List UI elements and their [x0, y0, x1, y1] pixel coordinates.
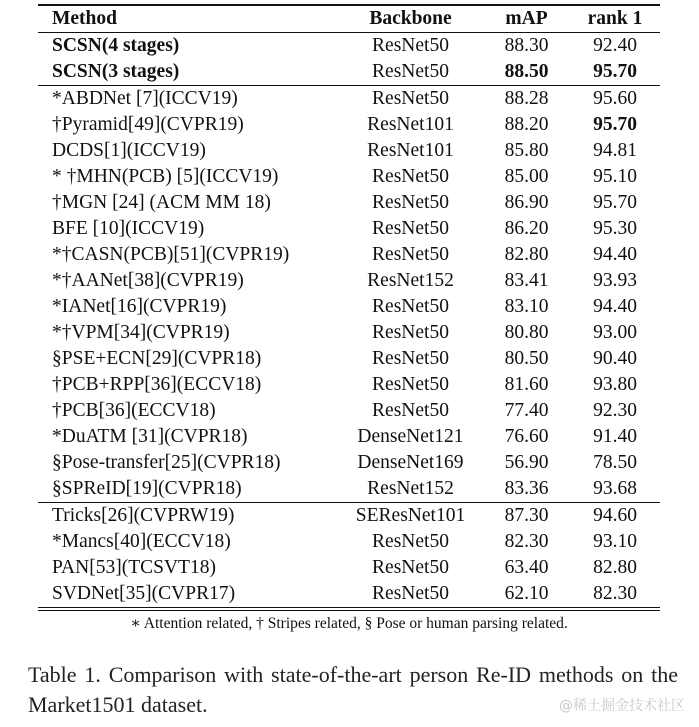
header-rank1: rank 1	[587, 8, 643, 29]
map-cell: 56.90	[504, 452, 549, 473]
method-cell: *Mancs[40](ECCV18)	[52, 531, 231, 552]
rank1-cell: 93.68	[593, 478, 637, 499]
backbone-cell: ResNet101	[367, 140, 454, 161]
rank1-cell: 95.70	[593, 61, 637, 82]
table-body	[38, 33, 660, 611]
map-cell: 83.10	[504, 296, 549, 317]
rank1-cell: 95.70	[593, 114, 637, 135]
map-cell: 86.90	[504, 192, 549, 213]
rank1-cell: 94.60	[593, 505, 637, 526]
backbone-cell: ResNet50	[372, 296, 449, 317]
table-row	[38, 138, 660, 164]
backbone-cell: SEResNet101	[355, 505, 466, 526]
method-cell: †Pyramid[49](CVPR19)	[52, 114, 244, 135]
rank1-cell: 95.10	[593, 166, 637, 187]
backbone-cell: ResNet50	[372, 400, 449, 421]
table-row	[38, 112, 660, 138]
rank1-cell: 94.40	[593, 296, 637, 317]
map-cell: 80.50	[504, 348, 549, 369]
backbone-cell: ResNet50	[372, 35, 449, 56]
table-row	[38, 555, 660, 581]
map-cell: 86.20	[504, 218, 549, 239]
table-row	[38, 398, 660, 424]
backbone-cell: ResNet50	[372, 61, 449, 82]
rank1-cell: 78.50	[593, 452, 637, 473]
backbone-cell: ResNet50	[372, 218, 449, 239]
method-cell: *IANet[16](CVPR19)	[52, 296, 227, 317]
map-cell: 62.10	[504, 583, 549, 604]
table-row	[38, 424, 660, 450]
backbone-cell: ResNet152	[367, 478, 454, 499]
rank1-cell: 93.00	[593, 322, 637, 343]
table-header-row	[38, 6, 660, 32]
header-method: Method	[52, 8, 117, 29]
method-cell: *†AANet[38](CVPR19)	[52, 270, 244, 291]
rank1-cell: 82.30	[593, 583, 637, 604]
table-row	[38, 242, 660, 268]
backbone-cell: ResNet50	[372, 322, 449, 343]
rank1-cell: 95.30	[593, 218, 637, 239]
table-row	[38, 476, 660, 502]
map-cell: 83.36	[504, 478, 549, 499]
table-row	[38, 320, 660, 346]
backbone-cell: ResNet50	[372, 583, 449, 604]
method-cell: †MGN [24] (ACM MM 18)	[52, 192, 271, 213]
method-cell: †PCB+RPP[36](ECCV18)	[52, 374, 262, 395]
method-cell: BFE [10](ICCV19)	[52, 218, 205, 239]
rank1-cell: 93.93	[593, 270, 637, 291]
rank1-cell: 92.40	[593, 35, 637, 56]
table-row	[38, 216, 660, 242]
header-backbone: Backbone	[369, 8, 452, 29]
rank1-cell: 94.40	[593, 244, 637, 265]
method-cell: SCSN(3 stages)	[52, 61, 180, 82]
table-row	[38, 450, 660, 476]
method-cell: §SPReID[19](CVPR18)	[52, 478, 242, 499]
method-cell: *†VPM[34](CVPR19)	[52, 322, 230, 343]
method-cell: *†CASN(PCB)[51](CVPR19)	[52, 244, 290, 265]
table-group	[38, 503, 660, 607]
table-caption: Table 1. Comparison with state-of-the-art person Re-ID methods on the Market1501 dataset.	[28, 662, 678, 717]
table-row	[38, 294, 660, 320]
method-cell: * †MHN(PCB) [5](ICCV19)	[52, 166, 279, 187]
rank1-cell: 82.80	[593, 557, 637, 578]
comparison-table-container	[38, 4, 660, 637]
method-cell: SCSN(4 stages)	[52, 35, 180, 56]
backbone-cell: ResNet50	[372, 374, 449, 395]
table-row	[38, 164, 660, 190]
method-cell: †PCB[36](ECCV18)	[52, 400, 216, 421]
rank1-cell: 94.81	[593, 140, 637, 161]
backbone-cell: ResNet50	[372, 166, 449, 187]
map-cell: 81.60	[504, 374, 549, 395]
backbone-cell: ResNet152	[367, 270, 454, 291]
watermark: @稀土掘金技术社区	[559, 698, 685, 714]
map-cell: 82.80	[504, 244, 549, 265]
table-bottom-rule	[38, 607, 660, 608]
rank1-cell: 95.60	[593, 88, 637, 109]
map-cell: 88.30	[504, 35, 549, 56]
method-cell: PAN[53](TCSVT18)	[52, 557, 216, 578]
backbone-cell: ResNet50	[372, 557, 449, 578]
method-cell: *DuATM [31](CVPR18)	[52, 426, 248, 447]
table-row	[38, 33, 660, 59]
backbone-cell: ResNet50	[372, 348, 449, 369]
map-cell: 82.30	[504, 531, 549, 552]
table-group	[38, 33, 660, 85]
map-cell: 77.40	[504, 400, 549, 421]
method-cell: DCDS[1](ICCV19)	[52, 140, 206, 161]
backbone-cell: ResNet50	[372, 531, 449, 552]
rank1-cell: 91.40	[593, 426, 637, 447]
map-cell: 85.00	[504, 166, 549, 187]
map-cell: 63.40	[504, 557, 549, 578]
table-group	[38, 86, 660, 502]
backbone-cell: DenseNet121	[357, 426, 464, 447]
table-row	[38, 503, 660, 529]
table-row	[38, 346, 660, 372]
method-cell: §Pose-transfer[25](CVPR18)	[52, 452, 281, 473]
table-row	[38, 59, 660, 85]
map-cell: 80.80	[504, 322, 549, 343]
table-row	[38, 268, 660, 294]
table-row	[38, 190, 660, 216]
map-cell: 83.41	[504, 270, 549, 291]
map-cell: 88.28	[504, 88, 549, 109]
table-row	[38, 529, 660, 555]
map-cell: 87.30	[504, 505, 549, 526]
backbone-cell: ResNet50	[372, 88, 449, 109]
header-map: mAP	[505, 8, 548, 29]
map-cell: 76.60	[504, 426, 549, 447]
rank1-cell: 90.40	[593, 348, 637, 369]
table-footnote: ∗ Attention related, † Stripes related, § Pose or human parsing related.	[130, 615, 568, 632]
comparison-table	[38, 6, 660, 32]
backbone-cell: ResNet50	[372, 244, 449, 265]
table-row	[38, 372, 660, 398]
rank1-cell: 92.30	[593, 400, 637, 421]
backbone-cell: ResNet50	[372, 192, 449, 213]
method-cell: SVDNet[35](CVPR17)	[52, 583, 236, 604]
backbone-cell: DenseNet169	[357, 452, 464, 473]
table-row	[38, 581, 660, 607]
rank1-cell: 95.70	[593, 192, 637, 213]
map-cell: 85.80	[504, 140, 549, 161]
rank1-cell: 93.80	[593, 374, 637, 395]
map-cell: 88.50	[504, 61, 549, 82]
table-row	[38, 86, 660, 112]
method-cell: §PSE+ECN[29](CVPR18)	[52, 348, 262, 369]
rank1-cell: 93.10	[593, 531, 637, 552]
map-cell: 88.20	[504, 114, 549, 135]
method-cell: Tricks[26](CVPRW19)	[52, 505, 235, 526]
backbone-cell: ResNet101	[367, 114, 454, 135]
method-cell: *ABDNet [7](ICCV19)	[52, 88, 238, 109]
